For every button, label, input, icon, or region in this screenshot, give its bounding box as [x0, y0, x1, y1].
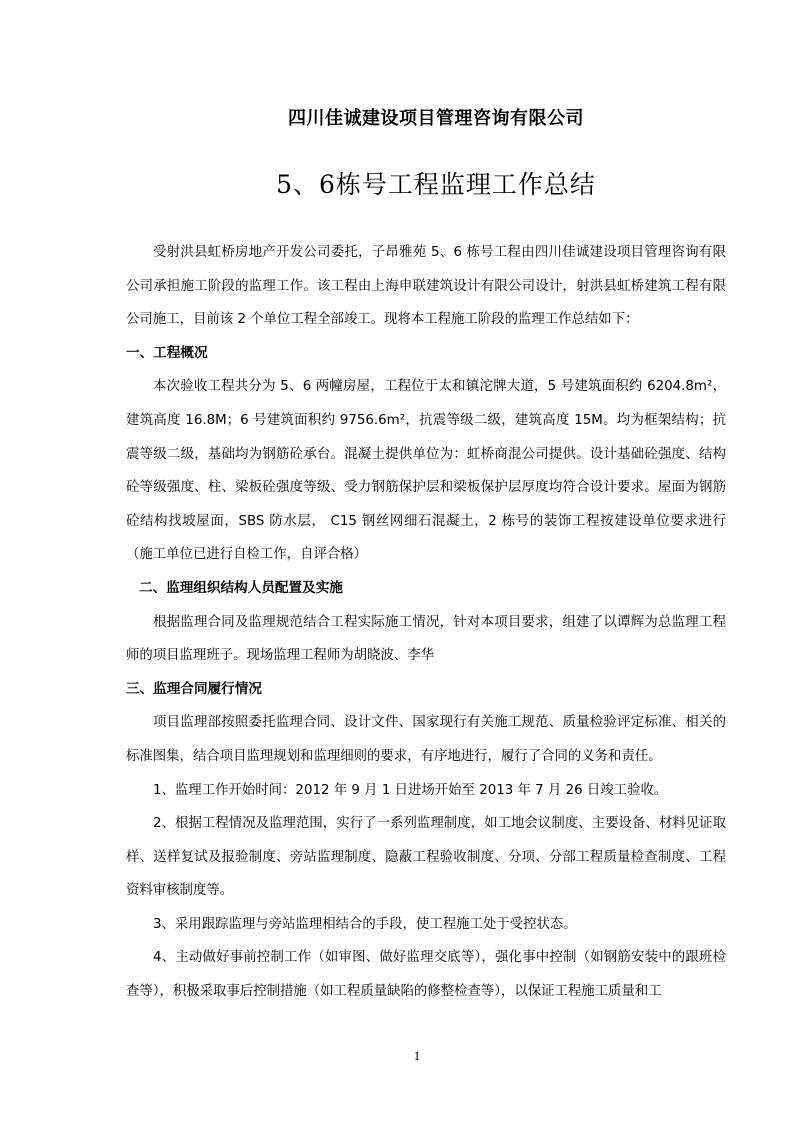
document-body: [126, 236, 726, 1009]
contract-paragraph: 项目监理部按照委托监理合同、设计文件、国家现行有关施工规范、质量检验评定标准、相关的标准图集，结合项目监理规划和监理细则的要求，有序地进行，履行了合同的义务和责任。: [126, 715, 726, 764]
overview-paragraph: 本次验收工程共分为 5、6 两幢房屋，工程位于太和镇沱牌大道，5 号建筑面积约 6204.8m²，建筑高度 16.8M；6 号建筑面积约 9756.6m²，抗震等级二级，建筑高度 15M。均为框架结构；抗震等级二级，基础均为钢筋砼承台。混凝土提供单位为：虹桥商混公司提供。设计基础砼强度、结构砼等级强度、柱、梁板砼强度等级、受力钢筋保护层和梁板保护层厚度均符合设计要求。屋面为钢筋砼结构找坡屋面，SBS 防水层， C15 钢丝网细石混凝土，2 栋号的装饰工程按建设单位要求进行（施工单位已进行自检工作，自评合格）: [126, 379, 726, 563]
section-heading-contract: 三、监理合同履行情况: [126, 680, 262, 697]
company-name: 四川佳诚建设项目管理咨询有限公司: [288, 108, 584, 129]
organization-paragraph: 根据监理合同及监理规范结合工程实际施工情况，针对本项目要求，组建了以谭辉为总监理工程师的项目监理班子。现场监理工程师为胡晓波、李华: [126, 614, 726, 664]
list-item: 3、采用跟踪监理与旁站监理相结合的手段，使工程施工处于受控状态。: [153, 916, 577, 932]
section-heading-organization: 二、监理组织结构人员配置及实施: [139, 579, 343, 596]
page-number: 1: [413, 1048, 421, 1063]
list-item: 2、根据工程情况及监理范围，实行了一系列监理制度，如工地会议制度、主要设备、材料见证取样、送样复试及报验制度、旁站监理制度、隐蔽工程验收制度、分项、分部工程质量检查制度、工程资料审核制度等。: [126, 816, 726, 899]
section-heading-overview: 一、工程概况: [126, 344, 208, 361]
list-item: 4、主动做好事前控制工作（如审图、做好监理交底等），强化事中控制（如钢筋安装中的跟班检查等），积极采取事后控制措施（如工程质量缺陷的修整检查等），以保证工程施工质量和工: [126, 950, 726, 1000]
list-item: 1、监理工作开始时间：2012 年 9 月 1 日进场开始至 2013 年 7 月 26 日竣工验收。: [153, 782, 668, 798]
document-title: 5、6栋号工程监理工作总结: [276, 170, 596, 199]
intro-paragraph: 受射洪县虹桥房地产开发公司委托，子昂雅苑 5、6 栋号工程由四川佳诚建设项目管理咨询有限公司承担施工阶段的监理工作。该工程由上海申联建筑设计有限公司设计，射洪县虹桥建筑工程有限公司施工，目前该 2 个单位工程全部竣工。现将本工程施工阶段的监理工作总结如下：: [126, 245, 726, 328]
